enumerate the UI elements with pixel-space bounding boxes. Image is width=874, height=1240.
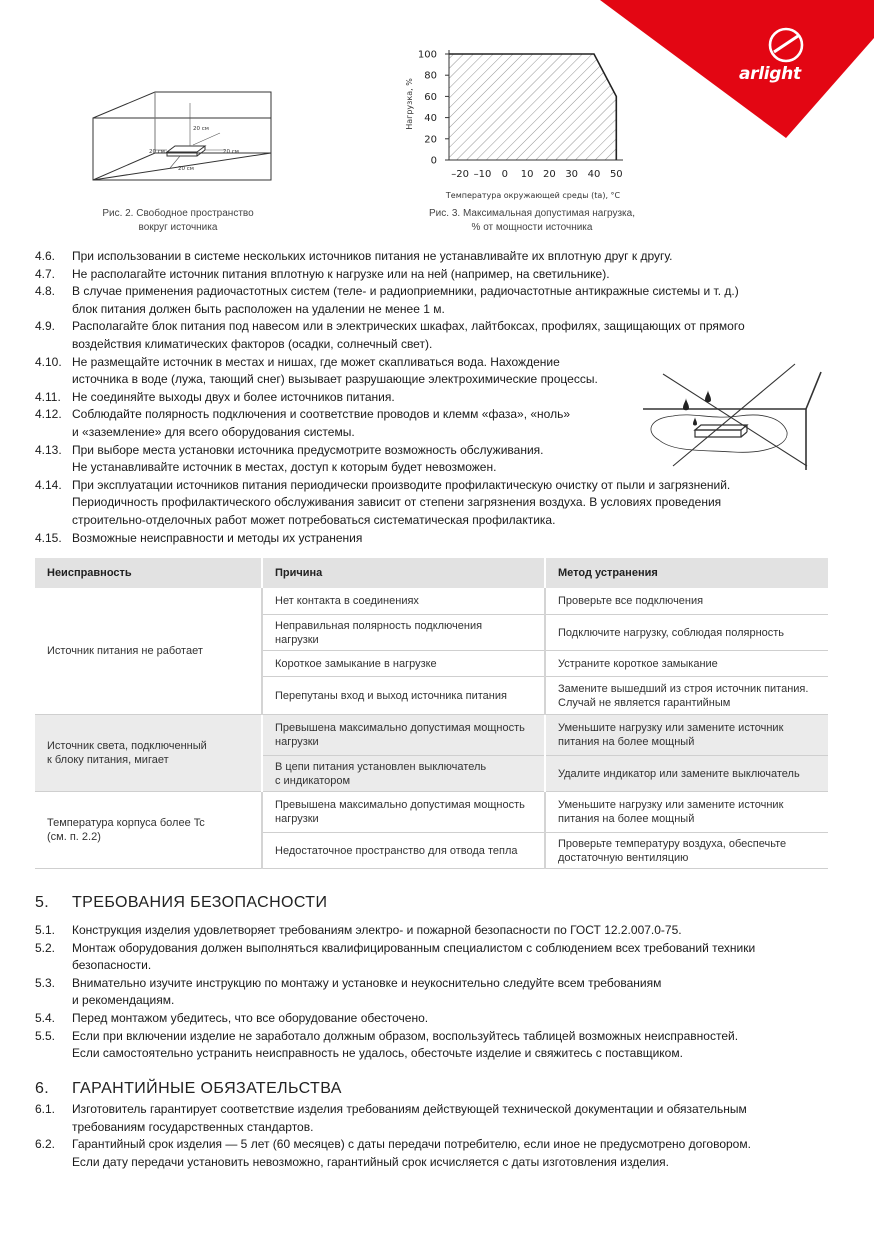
cell-line: нагрузки <box>275 736 319 748</box>
cell-line: Проверьте все подключения <box>558 595 704 608</box>
item-text <box>72 266 835 284</box>
list-item <box>35 248 835 266</box>
item-text-line: безопасности. <box>72 958 152 973</box>
item-text-line: источника в воде (лужа, тающий снег) вызывает разрушающие электрохимические процессы. <box>72 372 598 387</box>
cell-line: Превышена максимально допустимая мощность <box>275 722 525 734</box>
item-text <box>72 318 835 353</box>
item-text-line: блок питания должен быть расположен на удалении не менее 1 м. <box>72 301 445 316</box>
cause-cell <box>262 791 545 832</box>
warranty-list <box>35 1101 835 1171</box>
section6-heading <box>35 1080 342 1098</box>
cell-line: достаточную вентиляцию <box>558 851 689 864</box>
list-item <box>35 283 835 318</box>
dim-label-right: 20 см <box>223 149 239 155</box>
x-tick-label: 0 <box>501 169 508 180</box>
cell-line: Короткое замыкание в нагрузке <box>275 657 437 670</box>
list-item <box>35 975 835 1010</box>
item-number: 4.6. <box>35 249 56 263</box>
item-text <box>72 1010 835 1028</box>
item-number: 4.11. <box>35 389 61 404</box>
fix-cell <box>545 614 828 650</box>
cell-line: Температура корпуса более Tc <box>47 817 205 829</box>
item-number: 4.7. <box>35 266 56 281</box>
cell-line: Устраните короткое замыкание <box>558 657 718 670</box>
fix-cell <box>545 791 828 832</box>
figure3-caption <box>412 207 652 235</box>
section-title: ГАРАНТИЙНЫЕ ОБЯЗАТЕЛЬСТВА <box>72 1080 342 1097</box>
item-text-line: Периодичность профилактического обслуживания зависит от степени загрязнения воздуха. В условиях проведения <box>72 495 722 510</box>
free-space-diagram <box>85 88 275 188</box>
x-tick-label: 50 <box>609 169 623 180</box>
item-text-line: Не размещайте источник в местах и нишах, где может скапливаться вода. Нахождение <box>72 354 560 369</box>
list-item <box>35 1028 835 1063</box>
table-header: Метод устранения <box>545 558 828 588</box>
item-number: 5.1. <box>35 923 56 937</box>
table-header-row <box>35 558 828 588</box>
cell-line: (см. п. 2.2) <box>47 831 101 843</box>
load-derating-chart <box>400 38 650 204</box>
cell-line: Подключите нагрузку, соблюдая полярность <box>558 626 785 639</box>
figure2-caption-line: Рис. 2. Свободное пространство <box>102 208 254 219</box>
x-tick-label: 10 <box>520 169 534 180</box>
cell-line: Удалите индикатор или замените выключатель <box>558 767 800 780</box>
cause-cell <box>262 650 545 676</box>
chart-ylabel: Нагрузка, % <box>405 78 414 130</box>
item-text-line: Изготовитель гарантирует соответствие изделия требованиям действующей технической документации и обязательным <box>72 1102 747 1116</box>
item-text-line: При эксплуатации источников питания периодически производите профилактическую очистку от пыли и загрязнений. <box>72 477 731 492</box>
figure2-caption-line: вокруг источника <box>138 222 218 233</box>
item-number: 5.2. <box>35 940 56 955</box>
cell-line: Источник света, подключенный <box>47 740 207 752</box>
cell-line: Неправильная полярность подключения <box>275 619 483 632</box>
item-text-line: строительно-отделочных работ может потребоваться систематическая профилактика. <box>72 512 556 527</box>
item-text <box>72 248 835 266</box>
y-tick-label: 0 <box>430 155 437 167</box>
item-number: 4.14. <box>35 477 62 492</box>
section5-heading <box>35 894 327 912</box>
fix-cell <box>545 832 828 868</box>
cell-line: нагрузки <box>275 633 319 646</box>
list-item <box>35 1136 835 1171</box>
fix-cell <box>545 588 828 614</box>
table-row <box>35 791 828 832</box>
item-number: 5.5. <box>35 1028 56 1043</box>
item-text-line: Перед монтажом убедитесь, что все оборудование обесточено. <box>72 1010 429 1025</box>
cell-line: Случай не является гарантийным <box>558 696 731 709</box>
item-number: 4.15. <box>35 530 62 545</box>
dim-label-top: 20 см <box>193 126 209 132</box>
fault-cell <box>35 791 262 868</box>
cause-cell <box>262 832 545 868</box>
x-tick-label: –10 <box>473 169 492 180</box>
list-item <box>35 1101 835 1136</box>
item-text-line: требованиям государственных стандартов. <box>72 1119 314 1134</box>
item-number: 5.4. <box>35 1010 56 1025</box>
item-text-line: Если при включении изделие не заработало должным образом, воспользуйтесь таблицей возможных неисправностей. <box>72 1028 739 1043</box>
item-text-line: Располагайте блок питания под навесом или в электрических шкафах, лайтбоксах, профилях, защищающих от прямого <box>72 319 745 334</box>
section-number: 6. <box>35 1080 50 1097</box>
fault-table <box>35 558 828 869</box>
item-number: 5.3. <box>35 975 56 990</box>
figure3-caption-line: % от мощности источника <box>471 222 593 233</box>
item-number: 4.12. <box>35 407 62 422</box>
item-number: 4.10. <box>35 354 62 369</box>
item-text <box>72 1101 835 1136</box>
item-text-line: Конструкция изделия удовлетворяет требованиям электро- и пожарной безопасности по ГОСТ 12.2.007.0-75. <box>72 923 682 937</box>
cell-line: В цепи питания установлен выключатель <box>275 760 487 773</box>
figure2-caption <box>78 207 278 235</box>
list-item <box>35 1010 835 1028</box>
item-text-line: Если дату передачи установить невозможно, гарантийный срок исчисляется с даты изготовления изделия. <box>72 1154 670 1169</box>
list-item <box>35 266 835 284</box>
chart-xlabel: Температура окружающей среды (ta), °C <box>445 191 621 200</box>
cell-line: Недостаточное пространство для отвода тепла <box>275 844 518 857</box>
item-number: 6.2. <box>35 1137 56 1152</box>
figure3-caption-line: Рис. 3. Максимальная допустимая нагрузка, <box>429 208 635 219</box>
cell-line: Источник питания не работает <box>47 645 203 658</box>
list-item <box>35 318 835 353</box>
list-item <box>35 922 835 940</box>
item-text <box>72 1136 835 1171</box>
table-row <box>35 588 828 614</box>
cell-line: питания на более мощный <box>558 736 695 748</box>
section-number: 5. <box>35 894 50 911</box>
y-tick-label: 80 <box>424 70 437 82</box>
cause-cell <box>262 755 545 791</box>
list-item <box>35 477 835 530</box>
y-tick-label: 100 <box>417 49 437 61</box>
item-number: 4.8. <box>35 284 56 299</box>
derating-area <box>449 54 616 160</box>
cell-line: Замените вышедший из строя источник питания. <box>558 682 809 695</box>
cause-cell <box>262 588 545 614</box>
item-text-line: Если самостоятельно устранить неисправность не удалось, обесточьте изделие и свяжитесь с поставщиком. <box>72 1046 683 1061</box>
item-text-line: При выборе места установки источника предусмотрите возможность обслуживания. <box>72 442 544 457</box>
item-text-line: Соблюдайте полярность подключения и соответствие проводов и клемм «фаза», «ноль» <box>72 407 571 422</box>
item-text <box>72 975 835 1010</box>
item-text <box>72 530 835 548</box>
cause-cell <box>262 614 545 650</box>
item-text-line: Возможные неисправности и методы их устранения <box>72 530 363 545</box>
item-text-line: Не располагайте источник питания вплотную к нагрузке или на ней (например, на светильнике). <box>72 266 610 281</box>
item-text <box>72 283 835 318</box>
item-number: 4.9. <box>35 319 56 334</box>
cell-line: Проверьте температуру воздуха, обеспечьте <box>558 837 787 850</box>
dim-label-left: 20 см <box>149 149 165 155</box>
cell-line: с индикатором <box>275 774 351 787</box>
x-tick-label: –20 <box>451 169 470 180</box>
item-text <box>72 922 835 940</box>
section-title: ТРЕБОВАНИЯ БЕЗОПАСНОСТИ <box>72 894 328 911</box>
cause-cell <box>262 676 545 714</box>
brand-logo-text: arlight <box>739 64 801 84</box>
item-text-line: Внимательно изучите инструкцию по монтажу и установке и неукоснительно следуйте всем требованиям <box>72 975 662 990</box>
item-number: 4.13. <box>35 442 62 457</box>
fix-cell <box>545 676 828 714</box>
cell-line: Превышена максимально допустимая мощность <box>275 799 525 811</box>
item-text-line: и рекомендациям. <box>72 993 175 1008</box>
cell-line: Уменьшите нагрузку или замените источник <box>558 722 784 734</box>
item-text-line: В случае применения радиочастотных систем (теле- и радиоприемники, радиочастотные антикражные системы и т. д.) <box>72 284 739 299</box>
item-text <box>72 477 835 530</box>
fix-cell <box>545 714 828 755</box>
item-text-line: Не устанавливайте источник в местах, доступ к которым будет невозможен. <box>72 460 497 475</box>
fault-cell <box>35 588 262 714</box>
fault-cell <box>35 714 262 791</box>
item-text <box>72 940 835 975</box>
fix-cell <box>545 650 828 676</box>
cell-line: к блоку питания, мигает <box>47 754 169 766</box>
cell-line: Нет контакта в соединениях <box>275 595 419 608</box>
table-row <box>35 714 828 755</box>
no-water-illustration <box>643 362 823 470</box>
safety-requirements-list <box>35 922 835 1063</box>
cause-cell <box>262 714 545 755</box>
cell-line: нагрузки <box>275 813 319 825</box>
item-text-line: Гарантийный срок изделия — 5 лет (60 месяцев) с даты передачи потребителю, если иное не предусмотрено договором. <box>72 1137 751 1152</box>
fix-cell <box>545 755 828 791</box>
item-text <box>72 1028 835 1063</box>
y-tick-label: 20 <box>424 134 437 146</box>
list-item <box>35 940 835 975</box>
y-tick-label: 40 <box>424 113 437 125</box>
x-tick-label: 30 <box>565 169 579 180</box>
table-header: Причина <box>262 558 545 588</box>
cell-line: питания на более мощный <box>558 813 695 825</box>
item-text-line: воздействия климатических факторов (осадки, солнечный свет). <box>72 336 433 351</box>
item-number: 6.1. <box>35 1102 56 1116</box>
cell-line: Перепутаны вход и выход источника питания <box>275 689 507 702</box>
y-tick-label: 60 <box>424 91 437 103</box>
item-text-line: Не соединяйте выходы двух и более источников питания. <box>72 389 395 404</box>
x-tick-label: 40 <box>587 169 601 180</box>
item-text-line: и «заземление» для всего оборудования системы. <box>72 424 355 439</box>
item-text-line: При использовании в системе нескольких источников питания не устанавливайте их вплотную друг к другу. <box>72 249 673 263</box>
cell-line: Уменьшите нагрузку или замените источник <box>558 799 784 811</box>
item-text-line: Монтаж оборудования должен выполняться квалифицированным специалистом с соблюдением всех требований техники <box>72 940 756 955</box>
x-tick-label: 20 <box>543 169 556 180</box>
table-header: Неисправность <box>35 558 262 588</box>
list-item <box>35 530 835 548</box>
dim-label-front: 20 см <box>178 166 194 172</box>
